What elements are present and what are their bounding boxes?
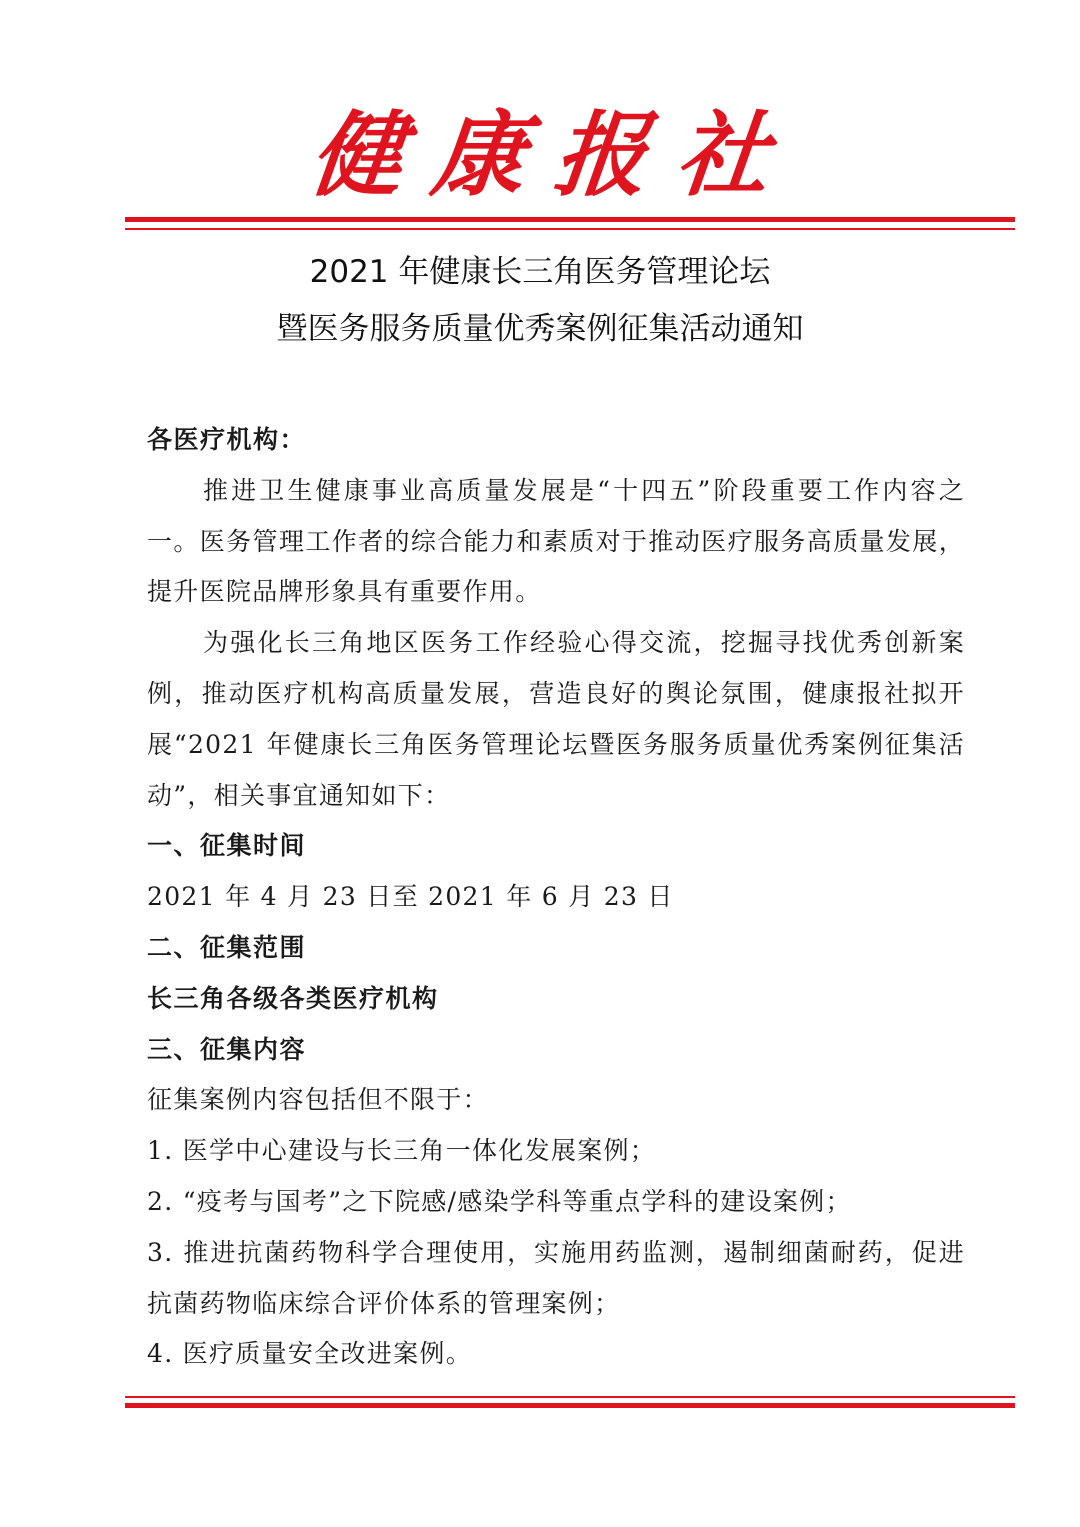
section-1-heading: 一、征集时间 — [147, 831, 307, 861]
list-item: 4. 医疗质量安全改进案例。 — [147, 1339, 473, 1369]
footer-rule-thick — [125, 1403, 1015, 1408]
list-item: 1. 医学中心建设与长三角一体化发展案例； — [147, 1136, 657, 1166]
header-rule-thin — [125, 228, 1015, 230]
header-rule-thick — [125, 217, 1015, 222]
footer-rule-thin — [125, 1396, 1015, 1398]
document-title-line1: 2021 年健康长三角医务管理论坛 — [309, 254, 771, 290]
paragraph-1: 推进卫生健康事业高质量发展是“十四五”阶段重要工作内容之一。医务管理工作者的综合能力和素质对于推动医疗服务高质量发展，提升医院品牌形象具有重要作用。 — [147, 475, 965, 607]
masthead — [0, 100, 1080, 210]
section-3-heading: 三、征集内容 — [147, 1034, 307, 1064]
masthead-logo: 健康报社 — [305, 101, 805, 209]
document-title-line2: 暨医务服务质量优秀案例征集活动通知 — [276, 311, 804, 347]
salutation: 各医疗机构： — [147, 425, 307, 454]
list-item: 3. 推进抗菌药物科学合理使用，实施用药监测，遏制细菌耐药，促进抗菌药物临床综合评价体系的管理案例； — [147, 1237, 965, 1318]
section-2-content: 长三角各级各类医疗机构 — [147, 983, 439, 1013]
section-1-content: 2021 年 4 月 23 日至 2021 年 6 月 23 日 — [147, 882, 674, 912]
section-2-heading: 二、征集范围 — [147, 932, 307, 962]
list-item: 2. “疫考与国考”之下院感/感染学科等重点学科的建设案例； — [147, 1186, 852, 1216]
paragraph-2: 为强化长三角地区医务工作经验心得交流，挖掘寻找优秀创新案例，推动医疗机构高质量发展，营造良好的舆论氛围，健康报社拟开展“2021 年健康长三角医务管理论坛暨医务服务质量优秀案例征集活动”，相关事宜通知如下： — [147, 628, 965, 810]
section-3-intro: 征集案例内容包括但不限于： — [147, 1085, 489, 1115]
document-body — [147, 415, 965, 1380]
